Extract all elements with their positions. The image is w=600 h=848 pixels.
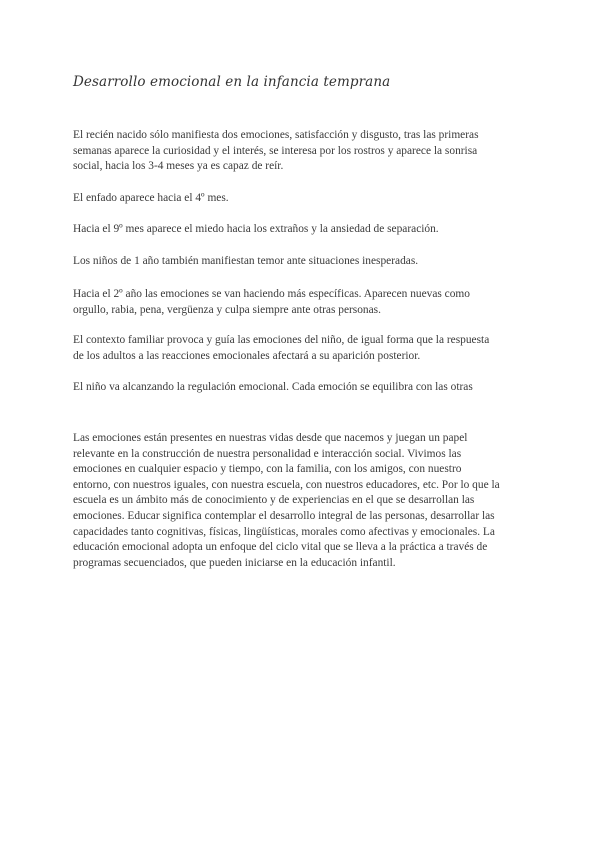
paragraph-line: orgullo, rabia, pena, vergüenza y culpa siempre ante otras personas. [73, 303, 381, 316]
paragraph-line: escuela es un ámbito más de conocimiento y de experiencias en el que se desarrollan las [73, 494, 475, 507]
paragraph-line: El recién nacido sólo manifiesta dos emociones, satisfacción y disgusto, tras las primeras [73, 129, 479, 141]
paragraph-line: El niño va alcanzando la regulación emocional. Cada emoción se equilibra con las otras [73, 381, 473, 393]
paragraph-line: El contexto familiar provoca y guía las emociones del niño, de igual forma que la respuesta [73, 334, 490, 346]
paragraph-line: relevante en la construcción de nuestra personalidad e interacción social. Vivimos las [73, 447, 462, 460]
paragraph-fear [73, 222, 523, 238]
paragraph-emotional-education [73, 431, 523, 571]
paragraph-line: semanas aparece la curiosidad y el interés, se interesa por los rostros y aparece la sonrisa [73, 144, 478, 157]
paragraph-line: emociones en cualquier espacio y tiempo, con la familia, con los amigos, con nuestro [73, 463, 462, 476]
paragraph-regulation [73, 380, 523, 396]
paragraph-line: entorno, con nuestros iguales, con nuestra escuela, con nuestros educadores, etc. Por lo que la [73, 478, 500, 491]
paragraph-newborn-emotions [73, 128, 523, 175]
paragraph-line: Hacia el 2º año las emociones se van haciendo más específicas. Aparecen nuevas como [73, 288, 470, 300]
paragraph-line: emociones. Educar significa contemplar el desarrollo integral de las personas, desarrollar las [73, 509, 495, 522]
document-title: Desarrollo emocional en la infancia temprana [73, 74, 391, 90]
paragraph-line: educación emocional adopta un enfoque del ciclo vital que se lleva a la práctica a través de [73, 541, 488, 554]
paragraph-line: Los niños de 1 año también manifiestan temor ante situaciones inesperadas. [73, 255, 419, 267]
paragraph-anger [73, 191, 523, 207]
paragraph-line: capacidades tanto cognitivas, físicas, lingüísticas, morales como afectivas y emocionales. La [73, 525, 495, 538]
paragraph-line: social, hacia los 3-4 meses ya es capaz de reír. [73, 160, 284, 173]
paragraph-line: programas secuenciados, que pueden iniciarse en la educación infantil. [73, 556, 396, 569]
paragraph-family-context [73, 333, 523, 364]
paragraph-one-year [73, 254, 523, 270]
paragraph-two-years [73, 287, 523, 318]
paragraph-line: de los adultos a las reacciones emocionales afectará a su aparición posterior. [73, 349, 421, 362]
paragraph-line: Hacia el 9º mes aparece el miedo hacia los extraños y la ansiedad de separación. [73, 223, 439, 235]
paragraph-line: Las emociones están presentes en nuestras vidas desde que nacemos y juegan un papel [73, 432, 468, 444]
paragraph-line: El enfado aparece hacia el 4º mes. [73, 192, 229, 204]
